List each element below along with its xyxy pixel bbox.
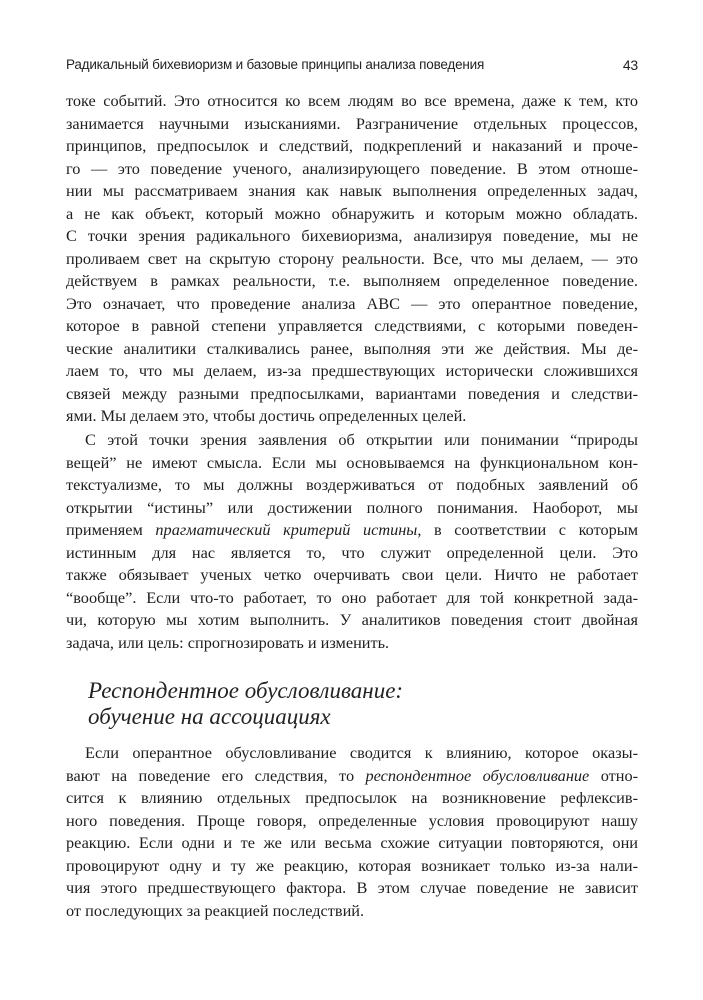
running-title: Радикальный бихевиоризм и базовые принципы анализа поведения	[66, 57, 485, 72]
text-run: вают на поведение его следствия, то	[66, 765, 366, 785]
text-line: принципов, предпосылок и следствий, подкреплений и наказаний и проче-	[66, 136, 638, 155]
italic-term: респондентное обусловливание	[365, 765, 590, 785]
text-line: го — это поведение ученого, анализирующего поведение. В этом отноше-	[66, 158, 638, 178]
text-line: задача, или цель: спрогнозировать и изменить.	[66, 632, 390, 652]
italic-term: прагматический критерий истины	[155, 520, 418, 539]
text-line: сится к влиянию отдельных предпосылок на возникновение рефлексив-	[66, 788, 638, 807]
paragraph-2	[66, 429, 638, 654]
text-line: Если оперантное обусловливание сводится к влиянию, которое оказы-	[85, 743, 638, 762]
text-line	[66, 765, 638, 788]
text-line: текстуализме, то мы должны воздерживаться от подобных заявлений об	[66, 475, 638, 494]
running-header	[66, 57, 638, 77]
text-run: применяем	[66, 520, 156, 539]
section-heading-line: Респондентное обусловливание:	[88, 678, 404, 703]
text-line: занимается научными изысканиями. Разграничение отдельных процессов,	[66, 113, 638, 133]
text-line: Это означает, что проведение анализа ABC — это оперантное поведение,	[66, 293, 638, 313]
text-line: чия этого предшествующего фактора. В этом случае поведение не зависит	[66, 878, 638, 897]
text-line: реакцию. Если одни и те же или весьма схожие ситуации повторяются, они	[66, 833, 638, 852]
section-heading-line: обучение на ассоциациях	[88, 704, 331, 729]
text-line: действуем в рамках реальности, т.е. выполняем определенное поведение.	[66, 271, 638, 290]
text-line: провоцируют одну и ту же реакцию, которая возникает только из-за нали-	[66, 855, 638, 875]
paragraph-3	[66, 742, 638, 922]
text-line: которое в равной степени управляется следствиями, с которыми поведен-	[66, 316, 638, 335]
text-line: лаем то, что мы делаем, из-за предшествующих исторически сложившихся	[66, 361, 638, 380]
text-line: С этой точки зрения заявления об открытии или понимании “природы	[85, 430, 638, 449]
text-line: “вообще”. Если что-то работает, то оно работает для той конкретной зада-	[66, 587, 638, 607]
text-line: ческие аналитики сталкивались ранее, выполняя эти же действия. Мы де-	[66, 338, 638, 358]
text-line	[66, 519, 638, 542]
text-line: истинным для нас является то, что служит определенной цели. Это	[66, 542, 638, 562]
text-line: С точки зрения радикального бихевиоризма, анализируя поведение, мы не	[66, 226, 638, 245]
section-heading	[88, 678, 628, 730]
text-line: ного поведения. Проще говоря, определенные условия провоцируют нашу	[66, 810, 638, 830]
text-line: чи, которую мы хотим выполнить. У аналитиков поведения стоит двойная	[66, 610, 638, 629]
text-run: отно-	[589, 765, 639, 785]
text-line: проливаем свет на скрытую сторону реальности. Все, что мы делаем, — это	[66, 248, 638, 268]
page-number: 43	[622, 57, 638, 73]
text-line: токе событий. Это относится ко всем людям во все времена, даже к тем, кто	[66, 91, 638, 110]
text-line: от последующих за реакцией последствий.	[66, 900, 365, 920]
text-line: связей между разными предпосылками, вариантами поведения и следстви-	[66, 383, 638, 403]
text-run: , в соответствии с которым	[417, 520, 639, 539]
text-line: вещей” не имеют смысла. Если мы основываемся на функциональном кон-	[66, 452, 638, 472]
book-page	[66, 0, 638, 1000]
text-line: ями. Мы делаем это, чтобы достичь определенных целей.	[66, 406, 467, 425]
text-line: нии мы рассматриваем знания как навык выполнения определенных задач,	[66, 181, 638, 200]
text-line: а не как объект, который можно обнаружить и которым можно обладать.	[66, 203, 638, 223]
text-line: также обязывает ученых четко очерчивать свои цели. Ничто не работает	[66, 565, 638, 584]
text-line: открытии “истины” или достижении полного понимания. Наоборот, мы	[66, 497, 638, 517]
paragraph-1	[66, 90, 638, 428]
